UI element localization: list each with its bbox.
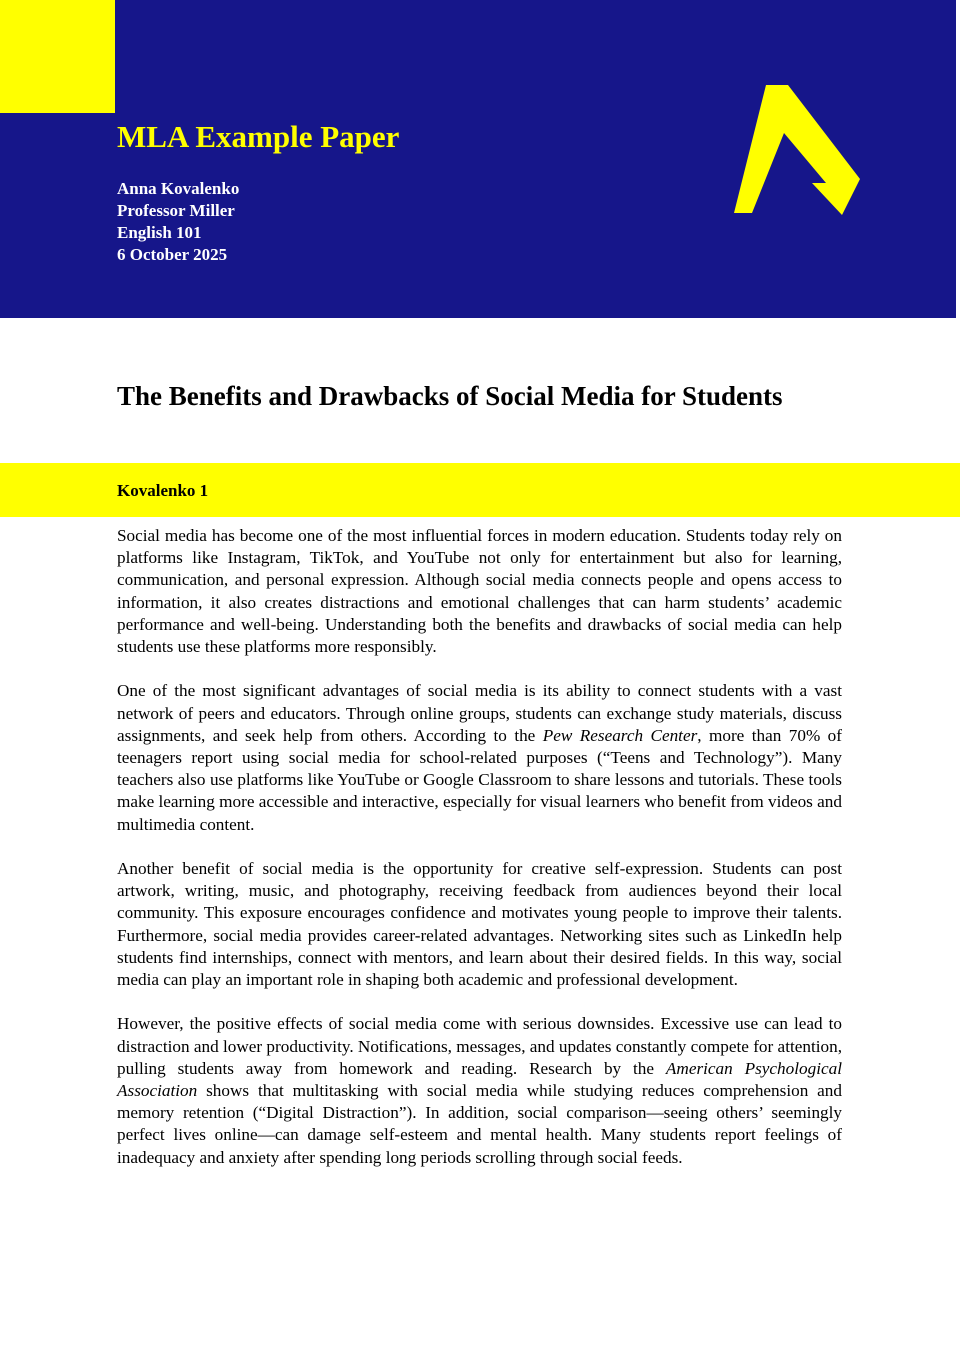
paragraph-text: , more than 70% of teenagers report using social media for school-related purposes (“Teens and Technology”). Many teachers also use platforms like YouTube or Google Classroom to share lessons and tutorials. These tools make learning more accessible and interactive, especially for visual learners who benefit from videos and multimedia content. (117, 725, 842, 834)
paper-body (117, 525, 842, 1191)
paper-date: 6 October 2025 (117, 245, 228, 264)
paragraph-text: Another benefit of social media is the opportunity for creative self-expression. Students can post artwork, writing, music, and photography, receiving feedback from audiences beyond their local community. This exposure encourages confidence and motivates young people to improve their talents. Furthermore, social media provides career-related advantages. Networking sites such as LinkedIn help students find internships, connect with mentors, and learn about their desired fields. In this way, social media can play an important role in shaping both academic and professional development. (117, 859, 842, 990)
instructor-name: Professor Miller (117, 201, 235, 220)
course-name: English 101 (117, 223, 202, 242)
paragraph-text: However, the positive effects of social media come with serious downsides. Excessive use can lead to distraction and lower productivity. Notifications, messages, and updates constantly compete for attention, pulling students away from homework and reading. Research by the (117, 1014, 842, 1078)
running-head: Kovalenko 1 (117, 481, 209, 500)
italic-source-title: Pew Research Center (542, 725, 698, 745)
body-paragraph (117, 680, 842, 835)
body-paragraph (117, 525, 842, 658)
paragraph-text: Social media has become one of the most influential forces in modern education. Students today rely on platforms like Instagram, TikTok, and YouTube not only for entertainment but also for learning, communication, and personal expression. Although social media connects people and opens access to information, it also creates distractions and emotional challenges that can harm students’ academic performance and well-being. Understanding both the benefits and drawbacks of social media can help students use these platforms more responsibly. (117, 526, 842, 657)
body-paragraph (117, 858, 842, 991)
paragraph-text: One of the most significant advantages of social media is its ability to connect students with a vast network of peers and educators. Through online groups, students can exchange study materials, discuss assignments, and seek help from others. According to the (117, 681, 842, 745)
body-paragraph (117, 1013, 842, 1168)
document-title: MLA Example Paper (117, 119, 400, 154)
paragraph-text: shows that multitasking with social media while studying reduces comprehension and memory retention (“Digital Distraction”). In addition, social comparison—seeing others’ seemingly perfect lives online—can damage self-esteem and mental health. Many students report feelings of inadequacy and anxiety after spending long periods scrolling through social feeds. (117, 1081, 842, 1167)
author-name: Anna Kovalenko (117, 179, 240, 198)
paper-title: The Benefits and Drawbacks of Social Media for Students (117, 381, 783, 411)
logo-icon (730, 85, 862, 219)
corner-accent-block (0, 0, 115, 113)
italic-source-title: American Psychological Association (117, 1058, 842, 1101)
mla-heading-block (117, 178, 239, 266)
